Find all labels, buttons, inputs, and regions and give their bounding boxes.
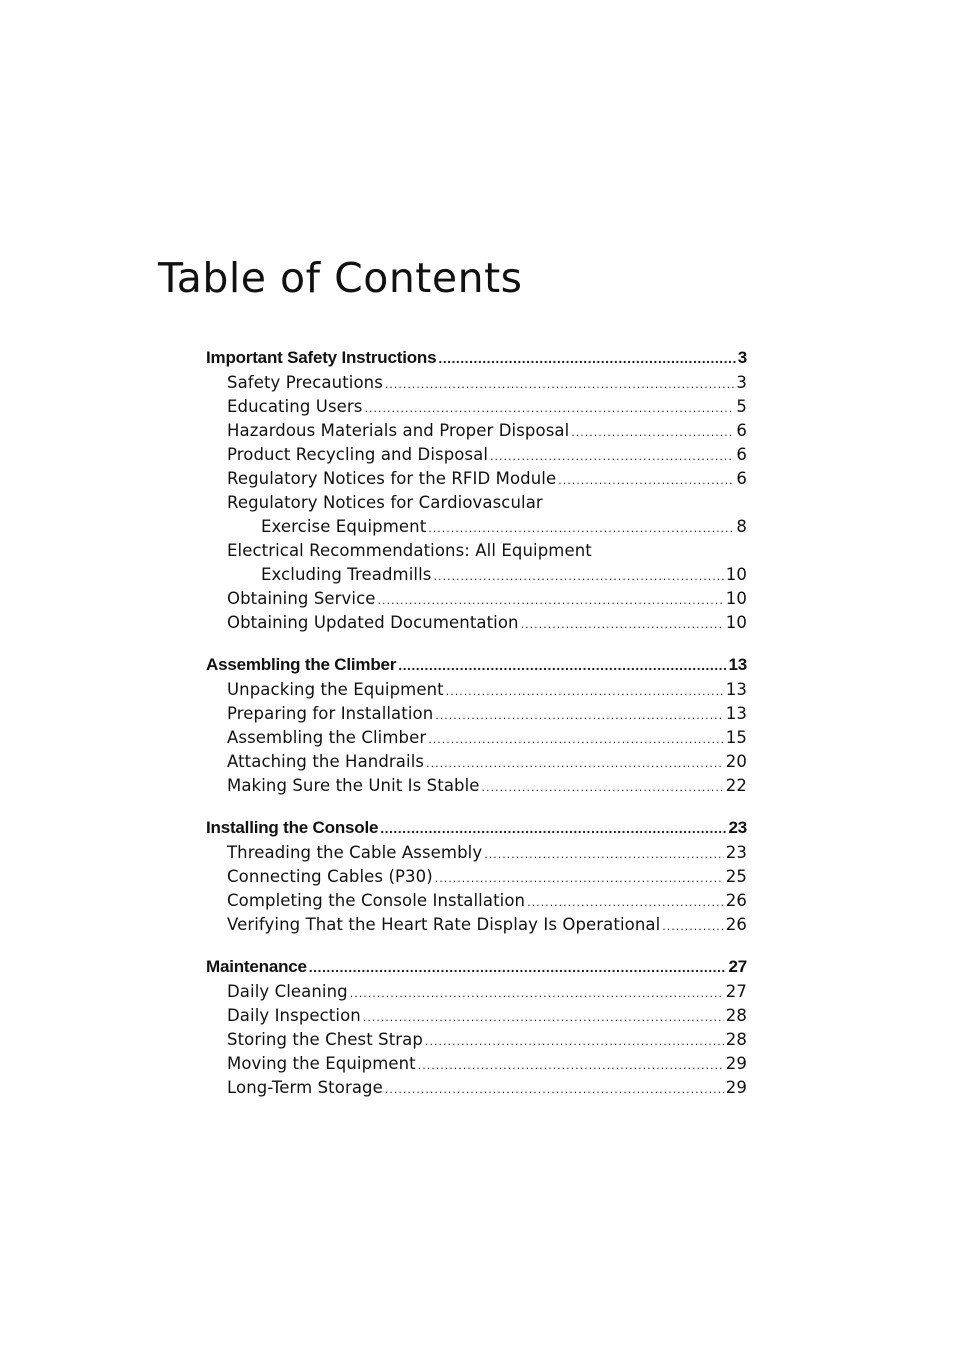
toc-heading[interactable] — [206, 815, 747, 841]
toc-entry[interactable] — [206, 539, 747, 563]
toc-entry-label: Storing the Chest Strap — [227, 1030, 423, 1049]
toc-heading[interactable] — [206, 652, 747, 678]
toc-entry[interactable] — [206, 371, 747, 395]
dot-leader — [662, 915, 724, 939]
dot-leader — [446, 680, 724, 704]
toc-page-number: 26 — [725, 891, 747, 910]
dot-leader — [385, 1078, 724, 1102]
toc-page-number: 13 — [725, 680, 747, 699]
toc-entry[interactable] — [206, 611, 747, 635]
toc-page-number: 27 — [728, 957, 747, 976]
toc-page-number: 28 — [725, 1006, 747, 1025]
dot-leader — [418, 1054, 724, 1078]
toc-page-number: 3 — [736, 373, 747, 392]
dot-leader — [309, 954, 727, 978]
dot-leader — [490, 445, 734, 469]
toc-entry[interactable] — [206, 841, 747, 865]
toc-entry[interactable] — [206, 587, 747, 611]
toc-entry[interactable] — [206, 702, 747, 726]
toc-page-number: 10 — [725, 589, 747, 608]
toc-entry-label: Long-Term Storage — [227, 1078, 383, 1097]
toc-section — [206, 652, 747, 798]
toc-page-number: 23 — [725, 843, 747, 862]
toc-page-number: 13 — [728, 655, 747, 674]
dot-leader — [571, 421, 734, 445]
toc-page-number: 6 — [736, 445, 747, 464]
toc-entry[interactable] — [206, 1028, 747, 1052]
toc-heading[interactable] — [206, 954, 747, 980]
toc-page-number: 8 — [736, 517, 747, 536]
toc-entry-label: Regulatory Notices for Cardiovascular — [227, 493, 543, 512]
dot-leader — [521, 613, 724, 637]
toc-entry-label: Educating Users — [227, 397, 363, 416]
toc-page-number: 3 — [737, 348, 747, 367]
toc-entry-label: Installing the Console — [206, 818, 379, 837]
toc-page-number: 10 — [725, 613, 747, 632]
toc-entry-label: Assembling the Climber — [206, 655, 397, 674]
toc-page-number: 27 — [725, 982, 747, 1001]
table-of-contents — [206, 345, 747, 1117]
dot-leader — [425, 1030, 724, 1054]
dot-leader — [428, 517, 734, 541]
toc-entry-label: Threading the Cable Assembly — [227, 843, 483, 862]
toc-entry-label: Obtaining Updated Documentation — [227, 613, 519, 632]
dot-leader — [363, 1006, 724, 1030]
toc-entry-label: Unpacking the Equipment — [227, 680, 444, 699]
toc-entry-label: Daily Cleaning — [227, 982, 348, 1001]
toc-page-number: 15 — [725, 728, 747, 747]
dot-leader — [385, 373, 734, 397]
toc-section — [206, 345, 747, 635]
toc-entry-continuation[interactable] — [206, 515, 747, 539]
dot-leader — [435, 704, 724, 728]
page-title: Table of Contents — [158, 254, 523, 302]
toc-entry-label: Excluding Treadmills — [261, 565, 432, 584]
toc-entry[interactable] — [206, 774, 747, 798]
toc-page-number: 13 — [725, 704, 747, 723]
toc-page-number: 6 — [736, 421, 747, 440]
dot-leader — [428, 728, 724, 752]
toc-page-number: 22 — [725, 776, 747, 795]
toc-page-number: 26 — [725, 915, 747, 934]
toc-entry[interactable] — [206, 889, 747, 913]
toc-entry[interactable] — [206, 1076, 747, 1100]
toc-entry-label: Daily Inspection — [227, 1006, 361, 1025]
toc-entry-label: Connecting Cables (P30) — [227, 867, 433, 886]
toc-entry[interactable] — [206, 419, 747, 443]
toc-page-number: 20 — [725, 752, 747, 771]
toc-entry-label: Assembling the Climber — [227, 728, 427, 747]
toc-entry-label: Important Safety Instructions — [206, 348, 437, 367]
dot-leader — [364, 397, 734, 421]
toc-entry-label: Verifying That the Heart Rate Display Is Operational — [227, 915, 661, 934]
toc-entry[interactable] — [206, 726, 747, 750]
dot-leader — [350, 982, 724, 1006]
dot-leader — [435, 867, 724, 891]
toc-section — [206, 815, 747, 937]
dot-leader — [398, 652, 726, 676]
toc-entry-label: Electrical Recommendations: All Equipment — [227, 541, 592, 560]
toc-page-number: 6 — [736, 469, 747, 488]
dot-leader — [558, 469, 734, 493]
dot-leader — [433, 565, 723, 589]
toc-entry-label: Exercise Equipment — [261, 517, 427, 536]
toc-entry[interactable] — [206, 491, 747, 515]
dot-leader — [527, 891, 724, 915]
toc-entry[interactable] — [206, 467, 747, 491]
toc-entry[interactable] — [206, 913, 747, 937]
toc-page-number: 29 — [725, 1054, 747, 1073]
toc-entry-label: Making Sure the Unit Is Stable — [227, 776, 480, 795]
toc-entry-label: Preparing for Installation — [227, 704, 434, 723]
dot-leader — [426, 752, 724, 776]
toc-entry[interactable] — [206, 395, 747, 419]
toc-entry[interactable] — [206, 1052, 747, 1076]
toc-entry[interactable] — [206, 750, 747, 774]
toc-entry-label: Moving the Equipment — [227, 1054, 416, 1073]
toc-section — [206, 954, 747, 1100]
toc-page-number: 29 — [725, 1078, 747, 1097]
toc-heading[interactable] — [206, 345, 747, 371]
toc-page-number: 23 — [728, 818, 747, 837]
toc-page-number: 25 — [725, 867, 747, 886]
toc-page-number: 28 — [725, 1030, 747, 1049]
toc-page-number: 10 — [725, 565, 747, 584]
toc-entry-label: Obtaining Service — [227, 589, 376, 608]
toc-entry-label: Attaching the Handrails — [227, 752, 425, 771]
toc-entry[interactable] — [206, 1004, 747, 1028]
toc-entry[interactable] — [206, 678, 747, 702]
toc-entry[interactable] — [206, 980, 747, 1004]
toc-entry-label: Regulatory Notices for the RFID Module — [227, 469, 557, 488]
toc-entry[interactable] — [206, 443, 747, 467]
dot-leader — [438, 345, 735, 369]
toc-entry-label: Maintenance — [206, 957, 307, 976]
toc-page-number: 5 — [736, 397, 747, 416]
dot-leader — [482, 776, 724, 800]
toc-entry-label: Completing the Console Installation — [227, 891, 526, 910]
toc-entry-label: Product Recycling and Disposal — [227, 445, 489, 464]
toc-entry-continuation[interactable] — [206, 563, 747, 587]
toc-entry[interactable] — [206, 865, 747, 889]
dot-leader — [484, 843, 724, 867]
toc-entry-label: Safety Precautions — [227, 373, 383, 392]
dot-leader — [378, 589, 724, 613]
dot-leader — [380, 815, 726, 839]
toc-entry-label: Hazardous Materials and Proper Disposal — [227, 421, 570, 440]
